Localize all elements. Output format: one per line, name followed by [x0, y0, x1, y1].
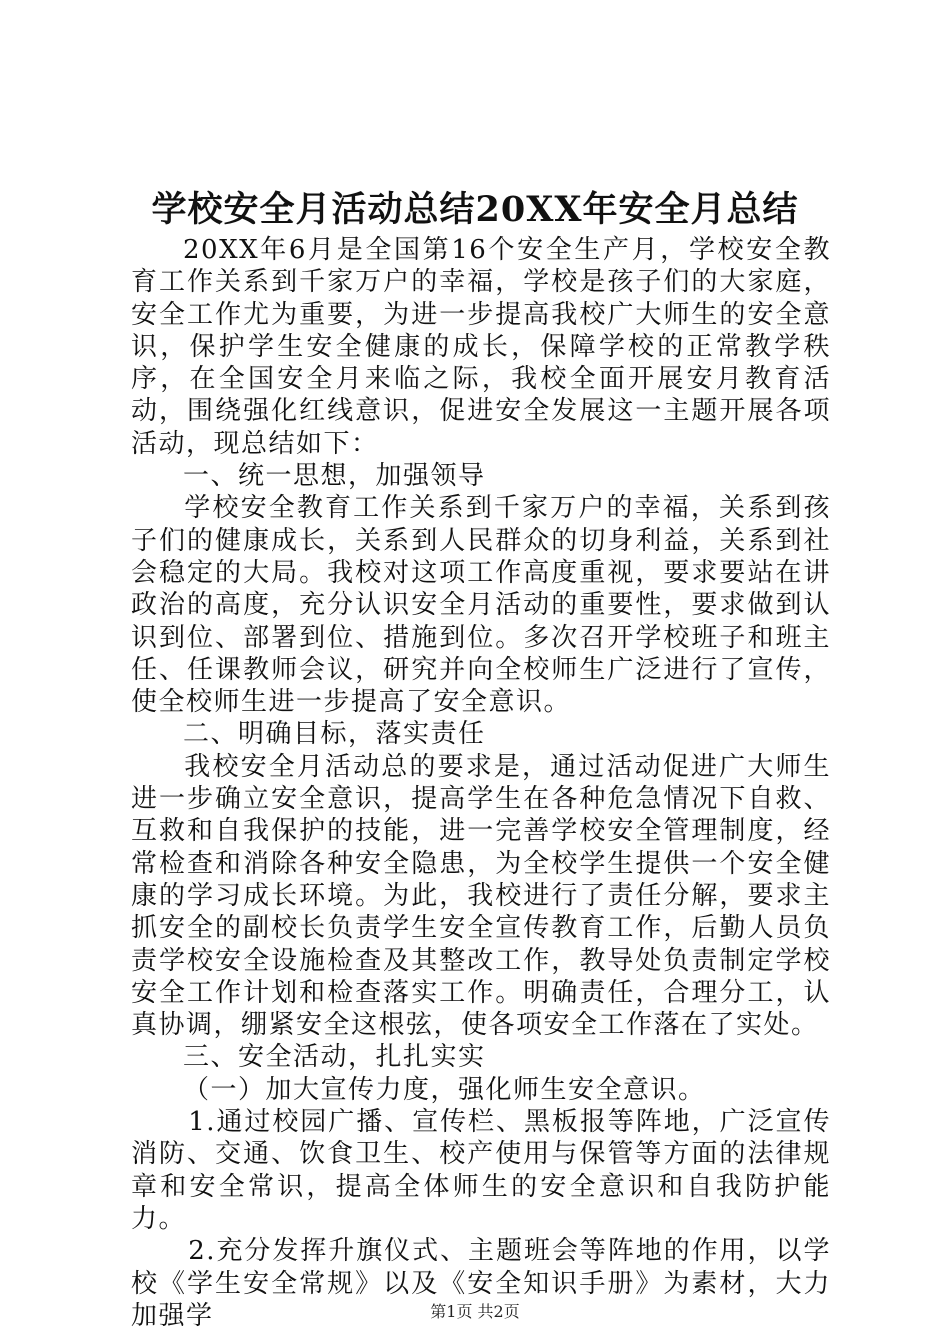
section-2-paragraph: 我校安全月活动总的要求是，通过活动促进广大师生进一步确立安全意识，提高学生在各种危急情况下自救、互救和自我保护的技能，进一完善学校安全管理制度，经常检查和消除各种安全隐患，为全校学生提供一个安全健康的学习成长环境。为此，我校进行了责任分解，要求主抓安全的副校长负责学生安全宣传教育工作，后勤人员负责学校安全设施检查及其整改工作，教导处负责制定学校安全工作计划和检查落实工作。明确责任，合理分工，认真协调，绷紧安全这根弦，使各项安全工作落在了实处。 — [131, 751, 831, 1041]
section-heading-3: 三、安全活动，扎扎实实 — [183, 1042, 486, 1073]
subsection-heading-1: （一）加大宣传力度，强化师生安全意识。 — [183, 1074, 706, 1105]
section-heading-2: 二、明确目标，落实责任 — [183, 719, 486, 750]
page-footer: 第1页 共2页 — [430, 1302, 520, 1321]
section-heading-1: 一、统一思想，加强领导 — [183, 461, 486, 492]
intro-paragraph: 20XX年6月是全国第16个安全生产月，学校安全教育工作关系到千家万户的幸福，学校是孩子们的大家庭，安全工作尤为重要，为进一步提高我校广大师生的安全意识，保护学生安全健康的成长，保障学校的正常教学秩序，在全国安全月来临之际，我校全面开展安月教育活动，围绕强化红线意识，促进安全发展这一主题开展各项活动，现总结如下： — [131, 235, 831, 459]
document-body — [131, 234, 831, 1332]
section-1-paragraph: 学校安全教育工作关系到千家万户的幸福，关系到孩子们的健康成长，关系到人民群众的切身利益，关系到社会稳定的大局。我校对这项工作高度重视，要求要站在讲政治的高度，充分认识安全月活动的重要性，要求做到认识到位、部署到位、措施到位。多次召开学校班子和班主任、任课教师会议，研究并向全校师生广泛进行了宣传，使全校师生进一步提高了安全意识。 — [131, 493, 831, 718]
document-title: 学校安全月活动总结20XX年安全月总结 — [151, 189, 799, 230]
list-item-2: 2.充分发挥升旗仪式、主题班会等阵地的作用，以学校《学生安全常规》以及《安全知识手册》为素材，大力加强学 — [131, 1236, 831, 1331]
list-item-1: 1.通过校园广播、宣传栏、黑板报等阵地，广泛宣传消防、交通、饮食卫生、校产使用与保管等方面的法律规章和安全常识，提高全体师生的安全意识和自我防护能力。 — [131, 1107, 831, 1234]
